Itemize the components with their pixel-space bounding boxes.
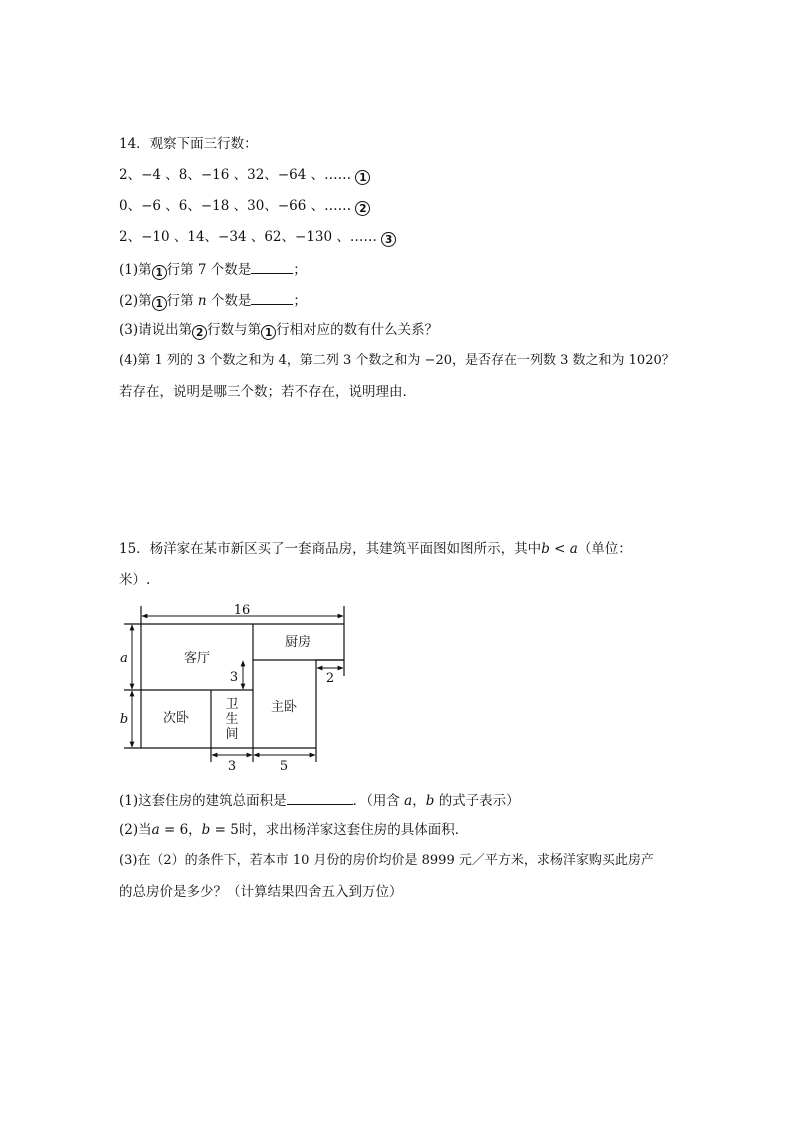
dim-label-3-vertical: 3 <box>229 670 239 685</box>
q14-title: 14．观察下面三行数： <box>119 136 258 152</box>
q15-part-2-text: ， <box>188 822 202 838</box>
q14-part-2-text: ； <box>293 293 307 309</box>
q14-part-1-text: ； <box>293 262 307 278</box>
circled-2-mark: 2 <box>355 201 370 216</box>
q14-part-4-line-2: 若存在，说明是哪三个数；若不存在，说明理由． <box>119 384 416 400</box>
q15-part-3-line-1: (3)在（2）的条件下，若本市 10 月份的房价均价是 8999 元／平方米，求杨洋家购买此房产 <box>119 853 654 868</box>
q14-row-2 <box>119 197 370 216</box>
q15-part-1 <box>119 790 520 810</box>
q15-part-2 <box>119 821 468 839</box>
q14-part-3-text: 行数与第 <box>207 322 262 338</box>
q15-title-text: （单位： <box>577 541 632 557</box>
room-label-second-bedroom: 次卧 <box>162 711 190 726</box>
variable-a: a <box>151 822 160 838</box>
q14-row-2-numbers: 0、−6 、6、−18 、30、−66 、…… <box>119 198 352 214</box>
dim-label-2: 2 <box>325 671 335 686</box>
dim-label-a: a <box>120 651 128 666</box>
q15-part-1-text: 的式子表示） <box>438 793 520 809</box>
q15-part-3-line-2: 的总房价是多少？（计算结果四舍五入到万位） <box>119 884 403 900</box>
q15-part-1-text: ， <box>412 793 426 809</box>
variable-b: b <box>541 541 550 557</box>
q14-row-3 <box>119 228 396 247</box>
room-label-kitchen: 厨房 <box>284 635 312 650</box>
q14-row-1-numbers: 2、−4 、8、−16 、32、−64 、…… <box>119 167 352 183</box>
less-than-sign: < <box>549 541 570 557</box>
variable-a: a <box>569 541 578 557</box>
q15-title-line-2: 米）. <box>119 572 151 588</box>
dim-label-3-bottom: 3 <box>227 759 237 774</box>
q15-part-2-text: = 5 <box>210 822 239 838</box>
q15-part-1-text: (1)这套住房的建筑总面积是 <box>119 793 287 809</box>
floor-plan-diagram <box>116 600 356 775</box>
room-label-bath-3: 间 <box>225 727 239 742</box>
dim-label-5-bottom: 5 <box>279 759 289 774</box>
room-label-bath-1: 卫 <box>225 697 239 712</box>
q14-part-1 <box>119 259 307 280</box>
q15-title-text: 15．杨洋家在某市新区买了一套商品房，其建筑平面图如图所示，其中 <box>119 541 542 557</box>
q14-part-2-text: 行第 <box>166 293 194 309</box>
q14-part-1-text: 行第 7 个数是 <box>166 262 252 278</box>
q15-part-2-text: = 6 <box>159 822 189 838</box>
q14-part-4-line-1: (4)第 1 列的 3 个数之和为 4，第二列 3 个数之和为 −20，是否存在一列数 3 数之和为 1020？ <box>119 353 675 368</box>
circled-1-mark: 1 <box>355 170 370 185</box>
q14-part-2-text: (2)第 <box>119 293 152 309</box>
q15-title <box>119 540 632 558</box>
q14-part-1-text: (1)第 <box>119 262 152 278</box>
dim-label-b: b <box>119 712 129 727</box>
q15-part-1-text: ．（用含 <box>352 793 400 809</box>
q14-row-1 <box>119 166 370 185</box>
dim-label-16: 16 <box>233 603 251 618</box>
variable-b: b <box>425 793 435 809</box>
room-label-living: 客厅 <box>183 651 211 666</box>
q14-part-3-text: (3)请说出第 <box>119 322 193 338</box>
circled-3-mark: 3 <box>381 232 396 247</box>
circled-2-mark: 2 <box>192 325 207 340</box>
answer-blank <box>251 259 293 274</box>
q14-row-3-numbers: 2、−10 、14、−34 、62、−130 、…… <box>119 229 377 245</box>
circled-1-mark: 1 <box>152 296 167 311</box>
answer-blank <box>287 790 353 805</box>
q15-part-2-text: (2)当 <box>119 822 152 838</box>
answer-blank <box>251 290 293 305</box>
circled-1-mark: 1 <box>152 265 167 280</box>
variable-a: a <box>404 793 413 809</box>
q15-part-2-text: 时，求出杨洋家这套住房的具体面积． <box>238 822 469 838</box>
q14-part-3 <box>119 321 438 340</box>
variable-b: b <box>201 822 211 838</box>
room-label-master: 主卧 <box>270 700 298 715</box>
variable-n: n <box>197 293 207 309</box>
q14-part-2-text: 个数是 <box>210 293 252 309</box>
q14-part-2 <box>119 290 307 311</box>
room-label-bath-2: 生 <box>225 712 239 727</box>
circled-1-mark: 1 <box>261 325 276 340</box>
q14-part-3-text: 行相对应的数有什么关系？ <box>276 322 439 338</box>
